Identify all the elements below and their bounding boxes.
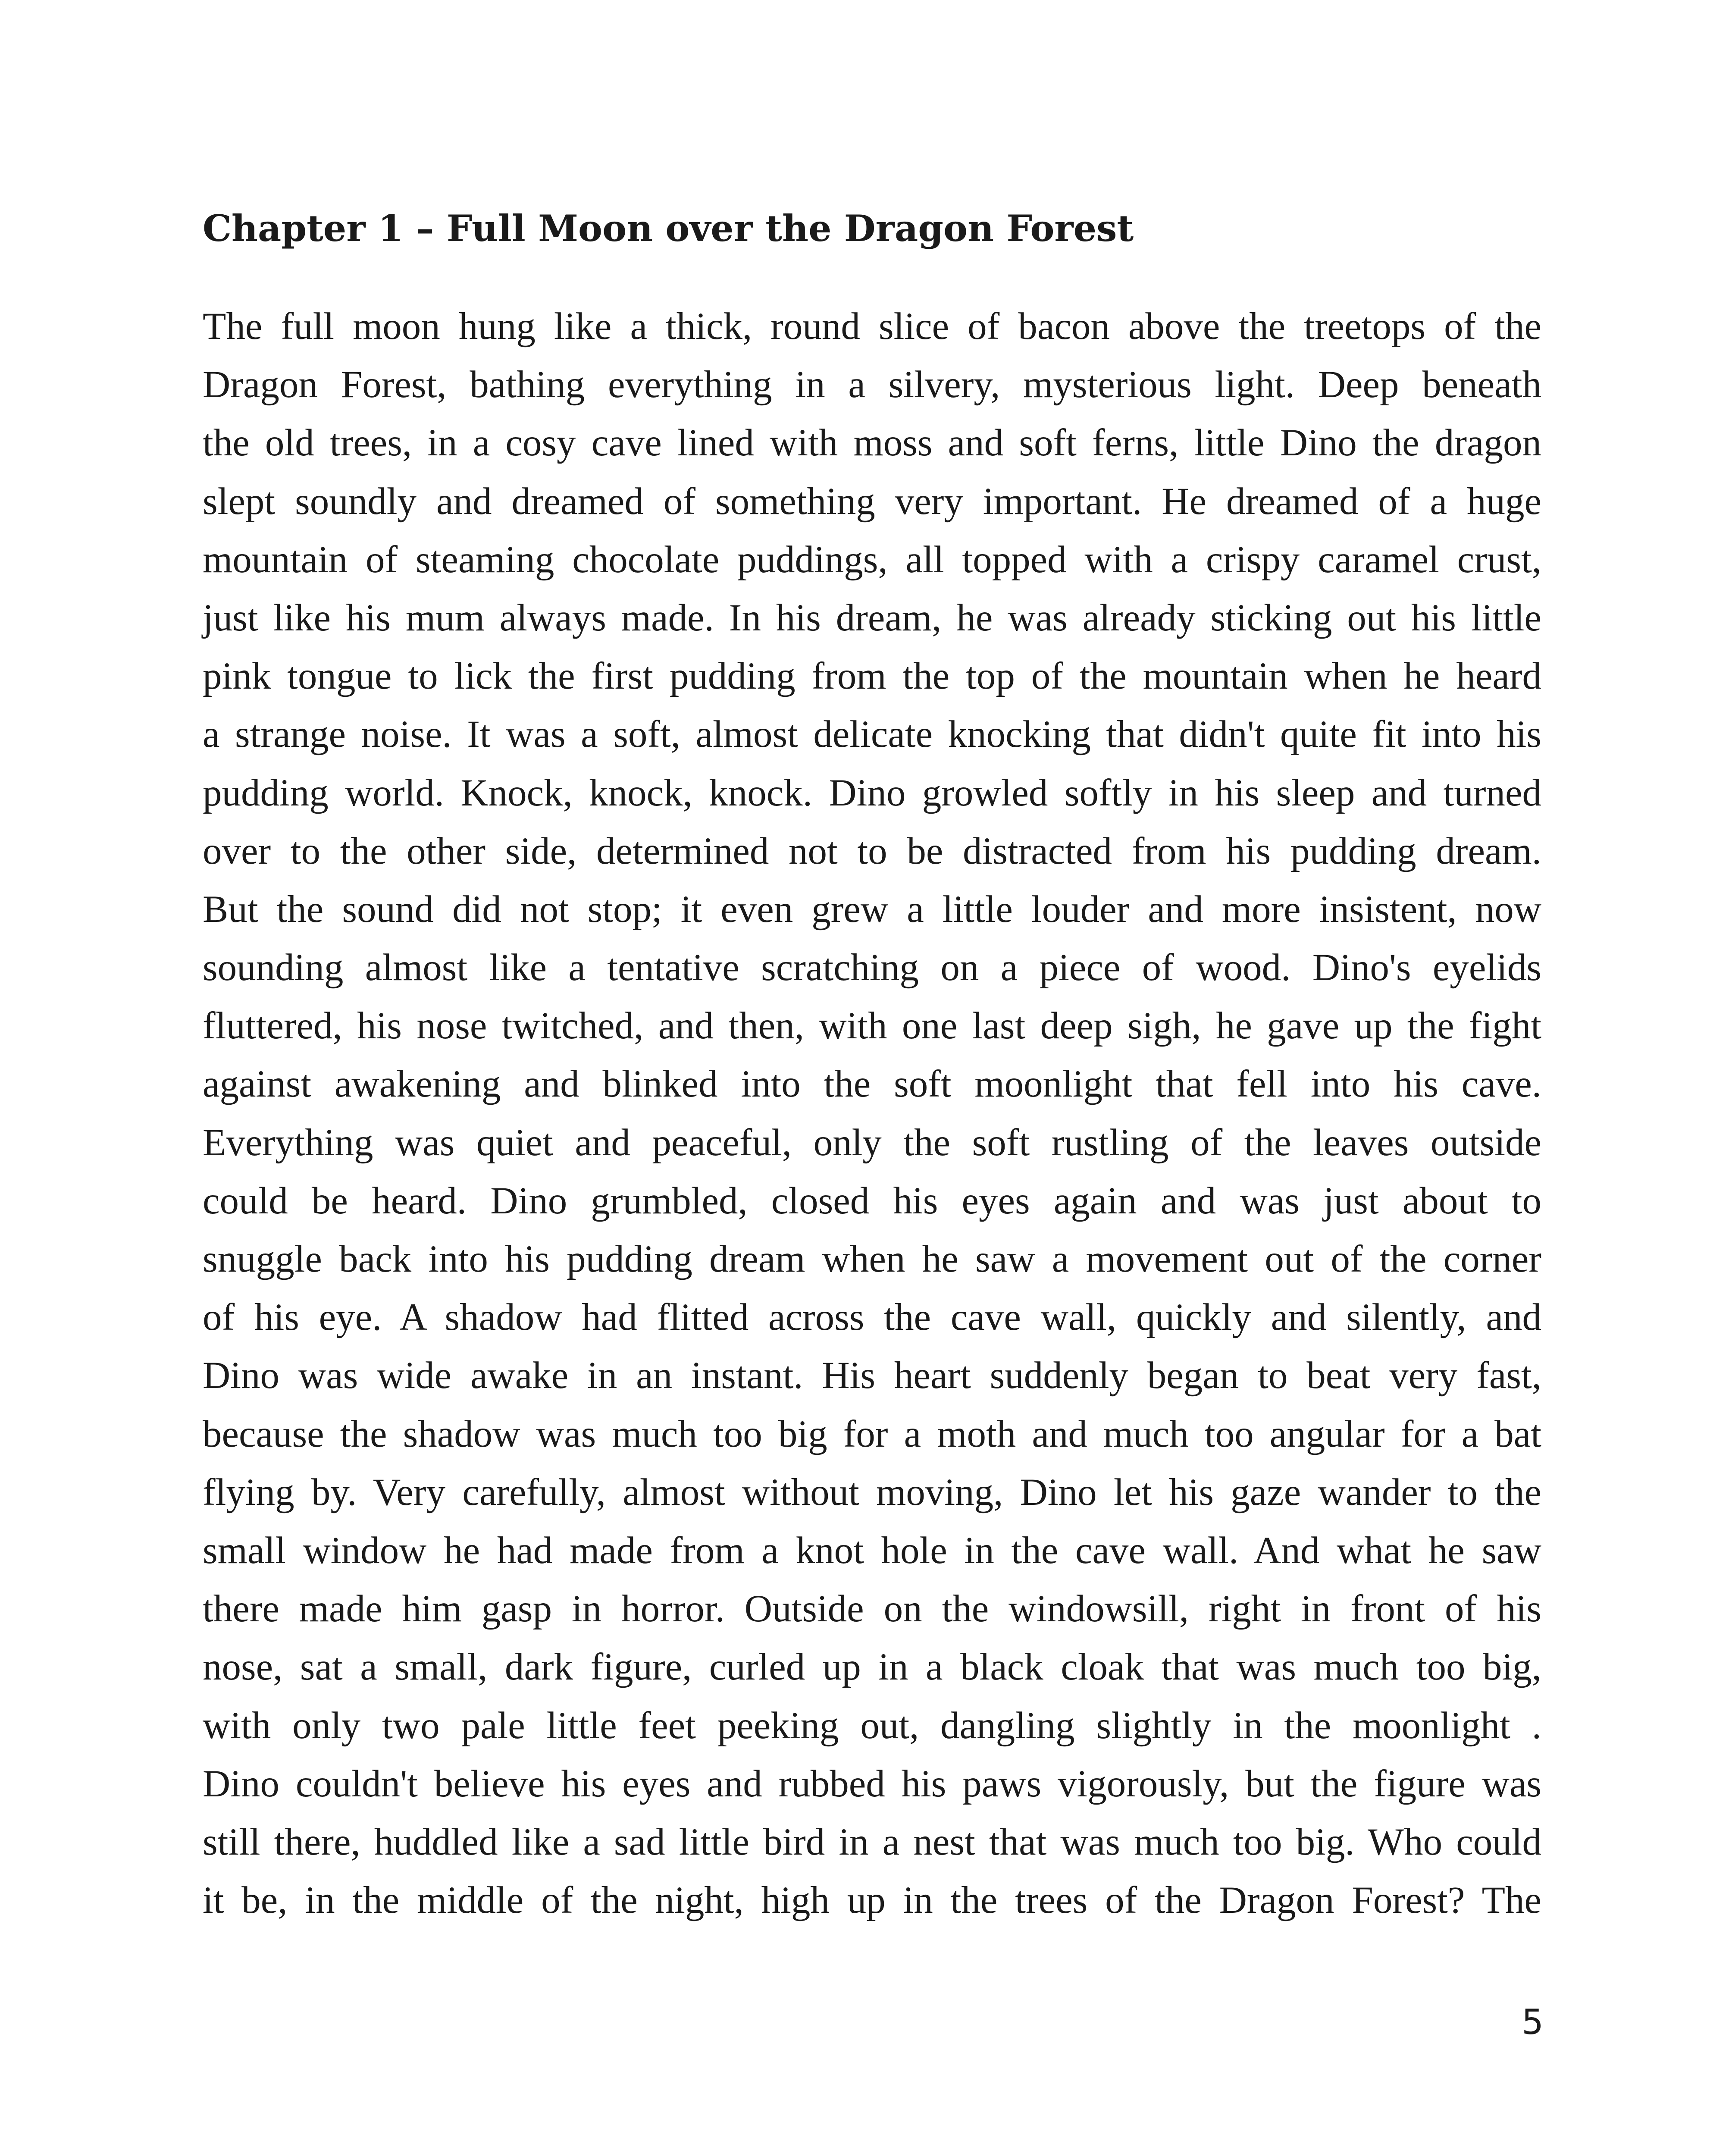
text-line: the old trees, in a cosy cave lined with moss and soft ferns, little Dino the dragon [203,422,1541,464]
text-line: Everything was quiet and peaceful, only the soft rustling of the leaves outside [203,1121,1541,1164]
text-line: pudding world. Knock, knock, knock. Dino growled softly in his sleep and turned [203,771,1541,814]
text-line: of his eye. A shadow had flitted across the cave wall, quickly and silently, and [203,1296,1541,1339]
text-line: there made him gasp in horror. Outside on the windowsill, right in front of his [203,1588,1541,1630]
text-line: Dragon Forest, bathing everything in a silvery, mysterious light. Deep beneath [203,364,1541,406]
text-line: flying by. Very carefully, almost without moving, Dino let his gaze wander to the [203,1471,1541,1514]
text-line: over to the other side, determined not to be distracted from his pudding dream. [203,830,1541,872]
chapter-title: Chapter 1 – Full Moon over the Dragon Forest [203,207,1134,250]
text-line: Dino couldn't believe his eyes and rubbed his paws vigorously, but the figure was [203,1762,1541,1805]
text-line: mountain of steaming chocolate puddings, all topped with a crispy caramel crust, [203,538,1541,581]
text-line: But the sound did not stop; it even grew a little louder and more insistent, now [203,888,1541,931]
text-line: sounding almost like a tentative scratching on a piece of wood. Dino's eyelids [203,946,1541,989]
text-line: it be, in the middle of the night, high up in the trees of the Dragon Forest? The [203,1879,1541,1922]
text-line: small window he had made from a knot hole in the cave wall. And what he saw [203,1529,1541,1572]
text-line: fluttered, his nose twitched, and then, with one last deep sigh, he gave up the fight [203,1005,1541,1047]
text-line: because the shadow was much too big for a moth and much too angular for a bat [203,1413,1541,1455]
text-line: against awakening and blinked into the soft moonlight that fell into his cave. [203,1063,1541,1106]
chapter-body-text [203,298,1541,1930]
text-line: snuggle back into his pudding dream when he saw a movement out of the corner [203,1238,1541,1280]
text-line: slept soundly and dreamed of something very important. He dreamed of a huge [203,480,1541,523]
text-line: could be heard. Dino grumbled, closed his eyes again and was just about to [203,1179,1541,1222]
page-number: 5 [1522,2002,1544,2042]
text-line: nose, sat a small, dark figure, curled up in a black cloak that was much too big, [203,1646,1541,1689]
text-line: pink tongue to lick the first pudding from the top of the mountain when he heard [203,655,1541,698]
text-line: still there, huddled like a sad little bird in a nest that was much too big. Who could [203,1821,1541,1863]
text-line: just like his mum always made. In his dream, he was already sticking out his little [203,596,1541,639]
text-line: a strange noise. It was a soft, almost delicate knocking that didn't quite fit into his [203,713,1541,756]
text-line: The full moon hung like a thick, round slice of bacon above the treetops of the [203,305,1541,348]
text-line: Dino was wide awake in an instant. His heart suddenly began to beat very fast, [203,1354,1541,1397]
text-line: with only two pale little feet peeking out, dangling slightly in the moonlight . [203,1704,1541,1747]
